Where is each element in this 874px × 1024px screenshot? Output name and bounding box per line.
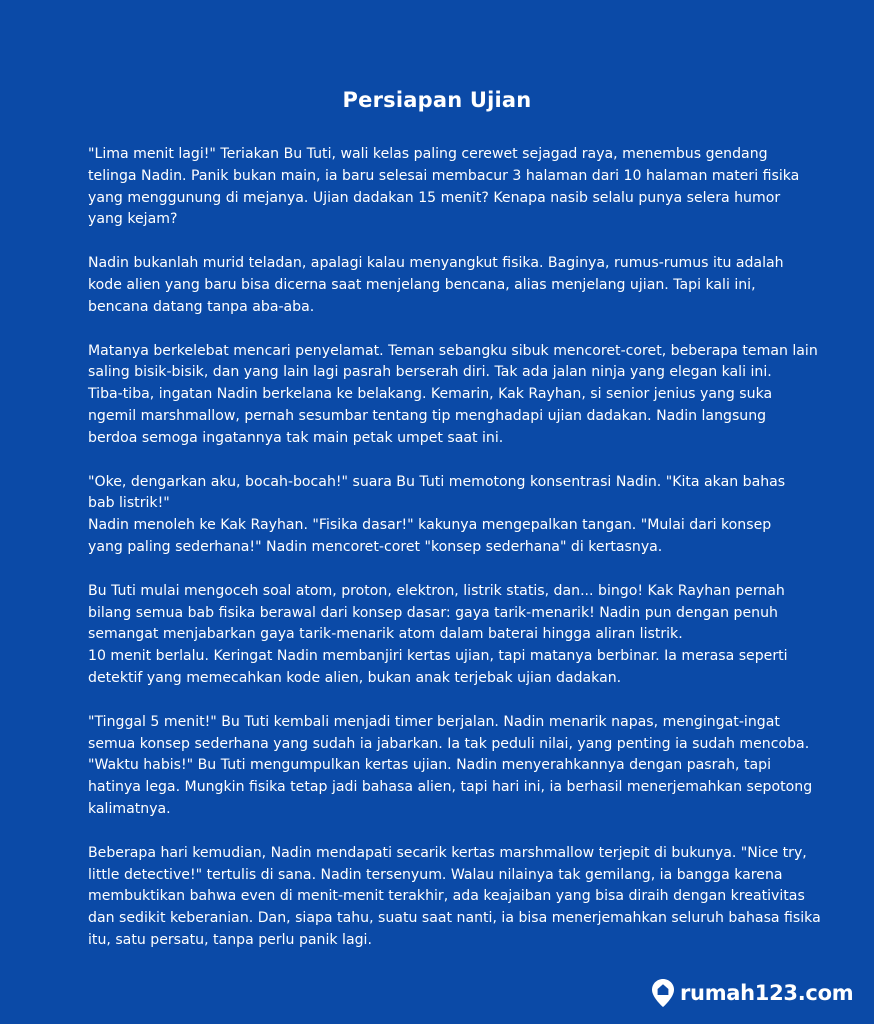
text-line: semua konsep sederhana yang sudah ia jabarkan. Ia tak peduli nilai, yang penting ia sudah mencoba. — [88, 735, 810, 752]
text-line: Beberapa hari kemudian, Nadin mendapati secarik kertas marshmallow terjepit di bukunya. "Nice try, — [88, 844, 807, 861]
story-body — [88, 144, 821, 974]
text-line: bab listrik!" — [88, 495, 170, 512]
text-line: "Oke, dengarkan aku, bocah-bocah!" suara Bu Tuti memotong konsentrasi Nadin. "Kita akan bahas — [88, 473, 786, 490]
text-line: ngemil marshmallow, pernah sesumbar tentang tip menghadapi ujian dadakan. Nadin langsung — [88, 407, 767, 424]
paragraph — [88, 472, 792, 559]
text-line: Bu Tuti mulai mengoceh soal atom, proton, elektron, listrik statis, dan... bingo! Kak Rayhan pernah — [88, 582, 785, 599]
brand-name: rumah123.com — [680, 981, 854, 1005]
text-line: hatinya lega. Mungkin fisika tetap jadi bahasa alien, tapi hari ini, ia berhasil menerjemahkan sepotong — [88, 779, 813, 796]
text-line: "Tinggal 5 menit!" Bu Tuti kembali menjadi timer berjalan. Nadin menarik napas, mengingat-ingat — [88, 713, 780, 730]
paragraph — [88, 712, 813, 821]
text-line: telinga Nadin. Panik bukan main, ia baru selesai membacur 3 halaman dari 10 halaman materi fisika — [88, 167, 800, 184]
text-line: itu, satu persatu, tanpa perlu panik lagi. — [88, 931, 372, 948]
page-title: Persiapan Ujian — [342, 88, 532, 112]
text-line: berdoa semoga ingatannya tak main petak umpet saat ini. — [88, 429, 504, 446]
text-line: 10 menit berlalu. Keringat Nadin membanjiri kertas ujian, tapi matanya berbinar. Ia merasa seperti — [88, 648, 788, 665]
text-line: Nadin bukanlah murid teladan, apalagi kalau menyangkut fisika. Baginya, rumus-rumus itu adalah — [88, 255, 784, 272]
text-line: saling bisik-bisik, dan yang lain lagi pasrah berserah diri. Tak ada jalan ninja yang elegan kali ini. — [88, 364, 772, 381]
paragraph — [88, 253, 792, 318]
text-line: detektif yang memecahkan kode alien, bukan anak terjebak ujian dadakan. — [88, 669, 622, 686]
text-line: yang menggunung di mejanya. Ujian dadakan 15 menit? Kenapa nasib selalu punya selera humor — [88, 189, 781, 206]
text-line: yang kejam? — [88, 211, 178, 228]
text-line: bilang semua bab fisika berawal dari konsep dasar: gaya tarik-menarik! Nadin pun dengan penuh — [88, 604, 778, 621]
paragraph — [88, 144, 800, 231]
text-line: semangat menjabarkan gaya tarik-menarik atom dalam baterai hingga aliran listrik. — [88, 626, 683, 643]
text-line: Nadin menoleh ke Kak Rayhan. "Fisika dasar!" kakunya mengepalkan tangan. "Mulai dari konsep — [88, 517, 772, 534]
text-line: "Lima menit lagi!" Teriakan Bu Tuti, wali kelas paling cerewet sejagad raya, menembus gendang — [88, 146, 768, 162]
paragraph — [88, 581, 792, 690]
text-line: kode alien yang baru bisa dicerna saat menjelang bencana, alias menjelang ujian. Tapi kali ini, — [88, 276, 756, 293]
text-line: yang paling sederhana!" Nadin mencoret-coret "konsep sederhana" di kertasnya. — [88, 538, 663, 555]
brand-logo — [651, 975, 853, 1011]
text-line: bencana datang tanpa aba-aba. — [88, 298, 315, 315]
text-line: little detective!" tertulis di sana. Nadin tersenyum. Walau nilainya tak gemilang, ia bangga karena — [88, 866, 783, 883]
location-pin-icon — [651, 978, 675, 1008]
text-line: Matanya berkelebat mencari penyelamat. Teman sebangku sibuk mencoret-coret, beberapa teman lain — [88, 342, 818, 359]
text-line: dan sedikit keberanian. Dan, siapa tahu, suatu saat nanti, ia bisa menerjemahkan seluruh bahasa fisika — [88, 910, 821, 927]
text-line: kalimatnya. — [88, 800, 171, 817]
text-line: "Waktu habis!" Bu Tuti mengumpulkan kertas ujian. Nadin menyerahkannya dengan pasrah, tapi — [88, 757, 771, 774]
text-line: Tiba-tiba, ingatan Nadin berkelana ke belakang. Kemarin, Kak Rayhan, si senior jenius yang suka — [88, 386, 773, 403]
text-line: membuktikan bahwa even di menit-menit terakhir, ada keajaiban yang bisa diraih dengan kreativitas — [88, 888, 805, 905]
paragraph — [88, 341, 818, 450]
paragraph — [88, 843, 821, 952]
